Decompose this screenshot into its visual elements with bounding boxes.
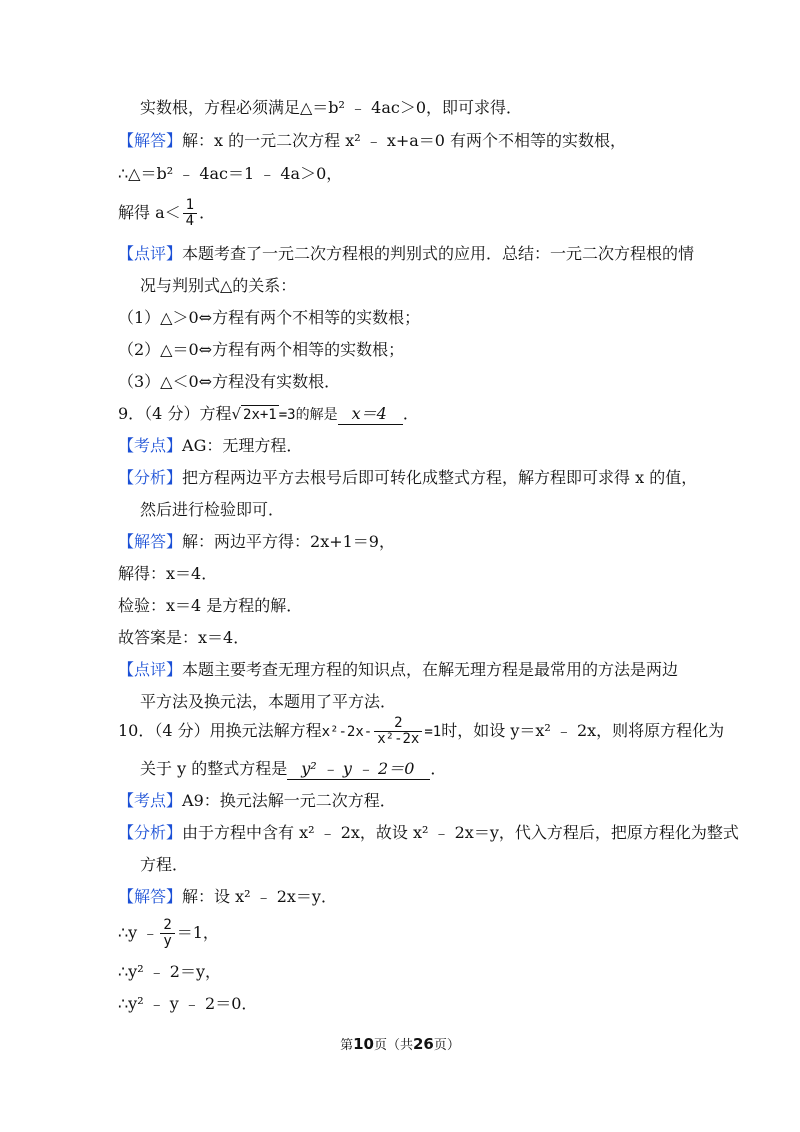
punctuation: ． (430, 759, 447, 778)
total-pages: 26 (413, 1035, 434, 1053)
comment-tag: 【点评】 (118, 660, 183, 679)
sqrt-sign: √ (231, 405, 242, 423)
comment-tag: 【点评】 (118, 244, 183, 263)
answer-line (118, 886, 337, 908)
analysis-text: 把方程两边平方去根号后即可转化成整式方程，解方程即可求得 x 的值， (182, 468, 698, 487)
answer-tag: 【解答】 (118, 887, 183, 906)
punctuation: ． (199, 203, 216, 222)
fraction-numerator: 2 (374, 716, 422, 732)
solution-line (118, 198, 215, 229)
text-line: 检验：x＝4 是方程的解． (118, 596, 303, 615)
equation-part: x²-2x- (321, 724, 373, 740)
comment-line (118, 243, 694, 265)
radicand: 2x+1 (243, 407, 277, 423)
footer-text: 第 (340, 1038, 354, 1053)
text-line: 解得：x＝4． (118, 564, 218, 583)
text-line: 方程． (140, 855, 189, 874)
analysis-text: 由于方程中含有 x² ﹣ 2x，故设 x² ﹣ 2x＝y，代入方程后，把原方程化为整式 (182, 823, 739, 842)
punctuation: ． (402, 404, 419, 423)
solution-text: ＝1， (176, 923, 219, 942)
fraction-numerator: 1 (183, 198, 197, 214)
question-10 (118, 716, 724, 747)
analysis-line (118, 822, 739, 844)
answer-tag: 【解答】 (118, 532, 183, 551)
analysis-line (118, 467, 697, 489)
text-line: ∴y² ﹣ 2＝y， (118, 962, 222, 981)
question-text: 10．（4 分）用换元法解方程 (118, 721, 322, 740)
fraction-numerator: 2 (160, 918, 174, 934)
page-footer (0, 1034, 800, 1053)
solution-line (118, 918, 219, 949)
answer-line (118, 531, 395, 553)
knowledge-text: A9：换元法解一元二次方程． (182, 791, 396, 810)
question-text: 关于 y 的整式方程是 (140, 759, 288, 778)
answer-tag: 【解答】 (118, 131, 183, 150)
text-line: ∴△＝b² ﹣ 4ac＝1 ﹣ 4a＞0， (118, 164, 343, 183)
text-line: 实数根，方程必须满足△＝b² ﹣ 4ac＞0，即可求得． (140, 98, 522, 117)
solution-text: 解得 a＜ (118, 203, 181, 222)
page-number: 10 (353, 1035, 374, 1053)
text-line: 况与判别式△的关系： (140, 276, 297, 295)
answer-text: 解：两边平方得：2x+1＝9， (182, 532, 395, 551)
knowledge-tag: 【考点】 (118, 791, 183, 810)
comment-text: 本题考查了一元二次方程根的判别式的应用．总结：一元二次方程根的情 (182, 244, 695, 263)
fraction (160, 918, 174, 949)
text-line: 平方法及换元法，本题用了平方法． (140, 692, 397, 711)
comment-line (118, 659, 678, 681)
question-text: 9．（4 分）方程 (118, 404, 232, 423)
fraction-denominator: x²-2x (377, 731, 420, 747)
knowledge-text: AG：无理方程． (182, 436, 303, 455)
knowledge-line (118, 790, 396, 812)
text-line: （1）△＞0⇔方程有两个不相等的实数根； (118, 308, 421, 327)
text-line: 故答案是：x＝4． (118, 628, 250, 647)
question-9 (118, 403, 419, 426)
text-line: 然后进行检验即可． (140, 500, 285, 519)
question-text: 时，如设 y＝x² ﹣ 2x，则将原方程化为 (441, 721, 725, 740)
answer-blank: x＝4 (338, 404, 403, 425)
text-line: （3）△＜0⇔方程没有实数根． (118, 372, 341, 391)
footer-text: 页） (433, 1038, 460, 1053)
answer-line (118, 130, 626, 152)
fraction-denominator: y (163, 933, 172, 949)
analysis-tag: 【分析】 (118, 823, 183, 842)
fraction (374, 716, 422, 747)
answer-blank: y² ﹣ y ﹣ 2＝0 (287, 759, 430, 780)
equation-tail: =3的解是 (278, 407, 338, 423)
text-line: ∴y² ﹣ y ﹣ 2＝0． (118, 994, 258, 1013)
analysis-tag: 【分析】 (118, 468, 183, 487)
knowledge-line (118, 435, 302, 457)
fraction (183, 198, 197, 229)
fraction-denominator: 4 (185, 213, 195, 229)
comment-text: 本题主要考查无理方程的知识点，在解无理方程是最常用的方法是两边 (182, 660, 679, 679)
equation-part: =1 (424, 724, 442, 740)
answer-text: 解：x 的一元二次方程 x² ﹣ x+a＝0 有两个不相等的实数根， (182, 131, 627, 150)
text-line: （2）△＝0⇔方程有两个相等的实数根； (118, 340, 405, 359)
footer-text: 页（共 (373, 1038, 413, 1053)
question-10-cont (140, 758, 446, 780)
solution-text: ∴y ﹣ (118, 923, 159, 942)
knowledge-tag: 【考点】 (118, 436, 183, 455)
answer-text: 解：设 x² ﹣ 2x＝y． (182, 887, 337, 906)
